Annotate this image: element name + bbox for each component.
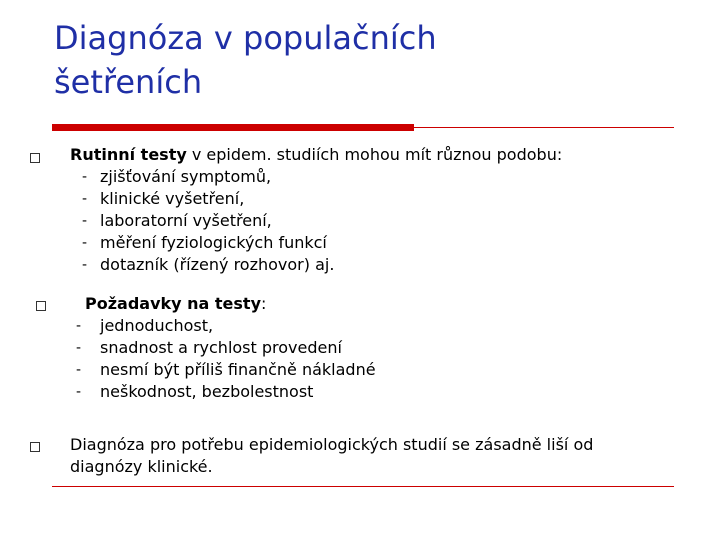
list-item [70,359,376,381]
slide-title-line1: Diagnóza v populačních [54,19,437,57]
section-heading-rest: v epidem. studiích mohou mít různou podobu: [186,145,563,164]
square-bullet-icon [30,442,40,452]
list-item [70,232,562,254]
dash-bullet-icon: - [76,340,82,356]
section-pozadavky [70,293,376,403]
section-heading-rest: : [261,294,267,313]
section-heading-bold: Rutinní testy [70,145,187,164]
square-bullet-icon [30,153,40,163]
bottom-rule [52,486,674,487]
dash-bullet-icon: - [82,257,88,273]
list-item-text: laboratorní vyšetření, [100,211,272,230]
title-rule-thin [414,127,674,128]
list-item [70,315,376,337]
list-item-text: klinické vyšetření, [100,189,245,208]
title-rule-thick [52,124,414,131]
list-item [70,166,562,188]
section-heading [70,293,376,315]
section-heading [70,144,562,166]
slide-title-line2: šetřeních [54,63,203,101]
dash-bullet-icon: - [82,169,88,185]
list-item-text: zjišťování symptomů, [100,167,272,186]
list-item [70,254,562,276]
slide-title [54,16,654,104]
list-item [70,381,376,403]
dash-bullet-icon: - [82,213,88,229]
section-heading-bold: Požadavky na testy [85,294,262,313]
dash-bullet-icon: - [76,384,82,400]
list-item-text: nesmí být příliš finančně nákladné [100,360,376,379]
list-item-text: dotazník (řízený rozhovor) aj. [100,255,335,274]
list-item [70,188,562,210]
section-rutinni-testy [70,144,562,276]
section-diagnoza [70,434,593,478]
paragraph-line2: diagnózy klinické. [70,457,213,476]
dash-bullet-icon: - [82,191,88,207]
square-bullet-icon [36,301,46,311]
dash-bullet-icon: - [82,235,88,251]
list-item [70,210,562,232]
list-item-text: měření fyziologických funkcí [100,233,327,252]
list-item [70,337,376,359]
paragraph-line1: Diagnóza pro potřebu epidemiologických studií se zásadně liší od [70,435,594,454]
dash-bullet-icon: - [76,362,82,378]
dash-bullet-icon: - [76,318,82,334]
list-item-text: neškodnost, bezbolestnost [100,382,314,401]
list-item-text: snadnost a rychlost provedení [100,338,342,357]
list-item-text: jednoduchost, [100,316,214,335]
